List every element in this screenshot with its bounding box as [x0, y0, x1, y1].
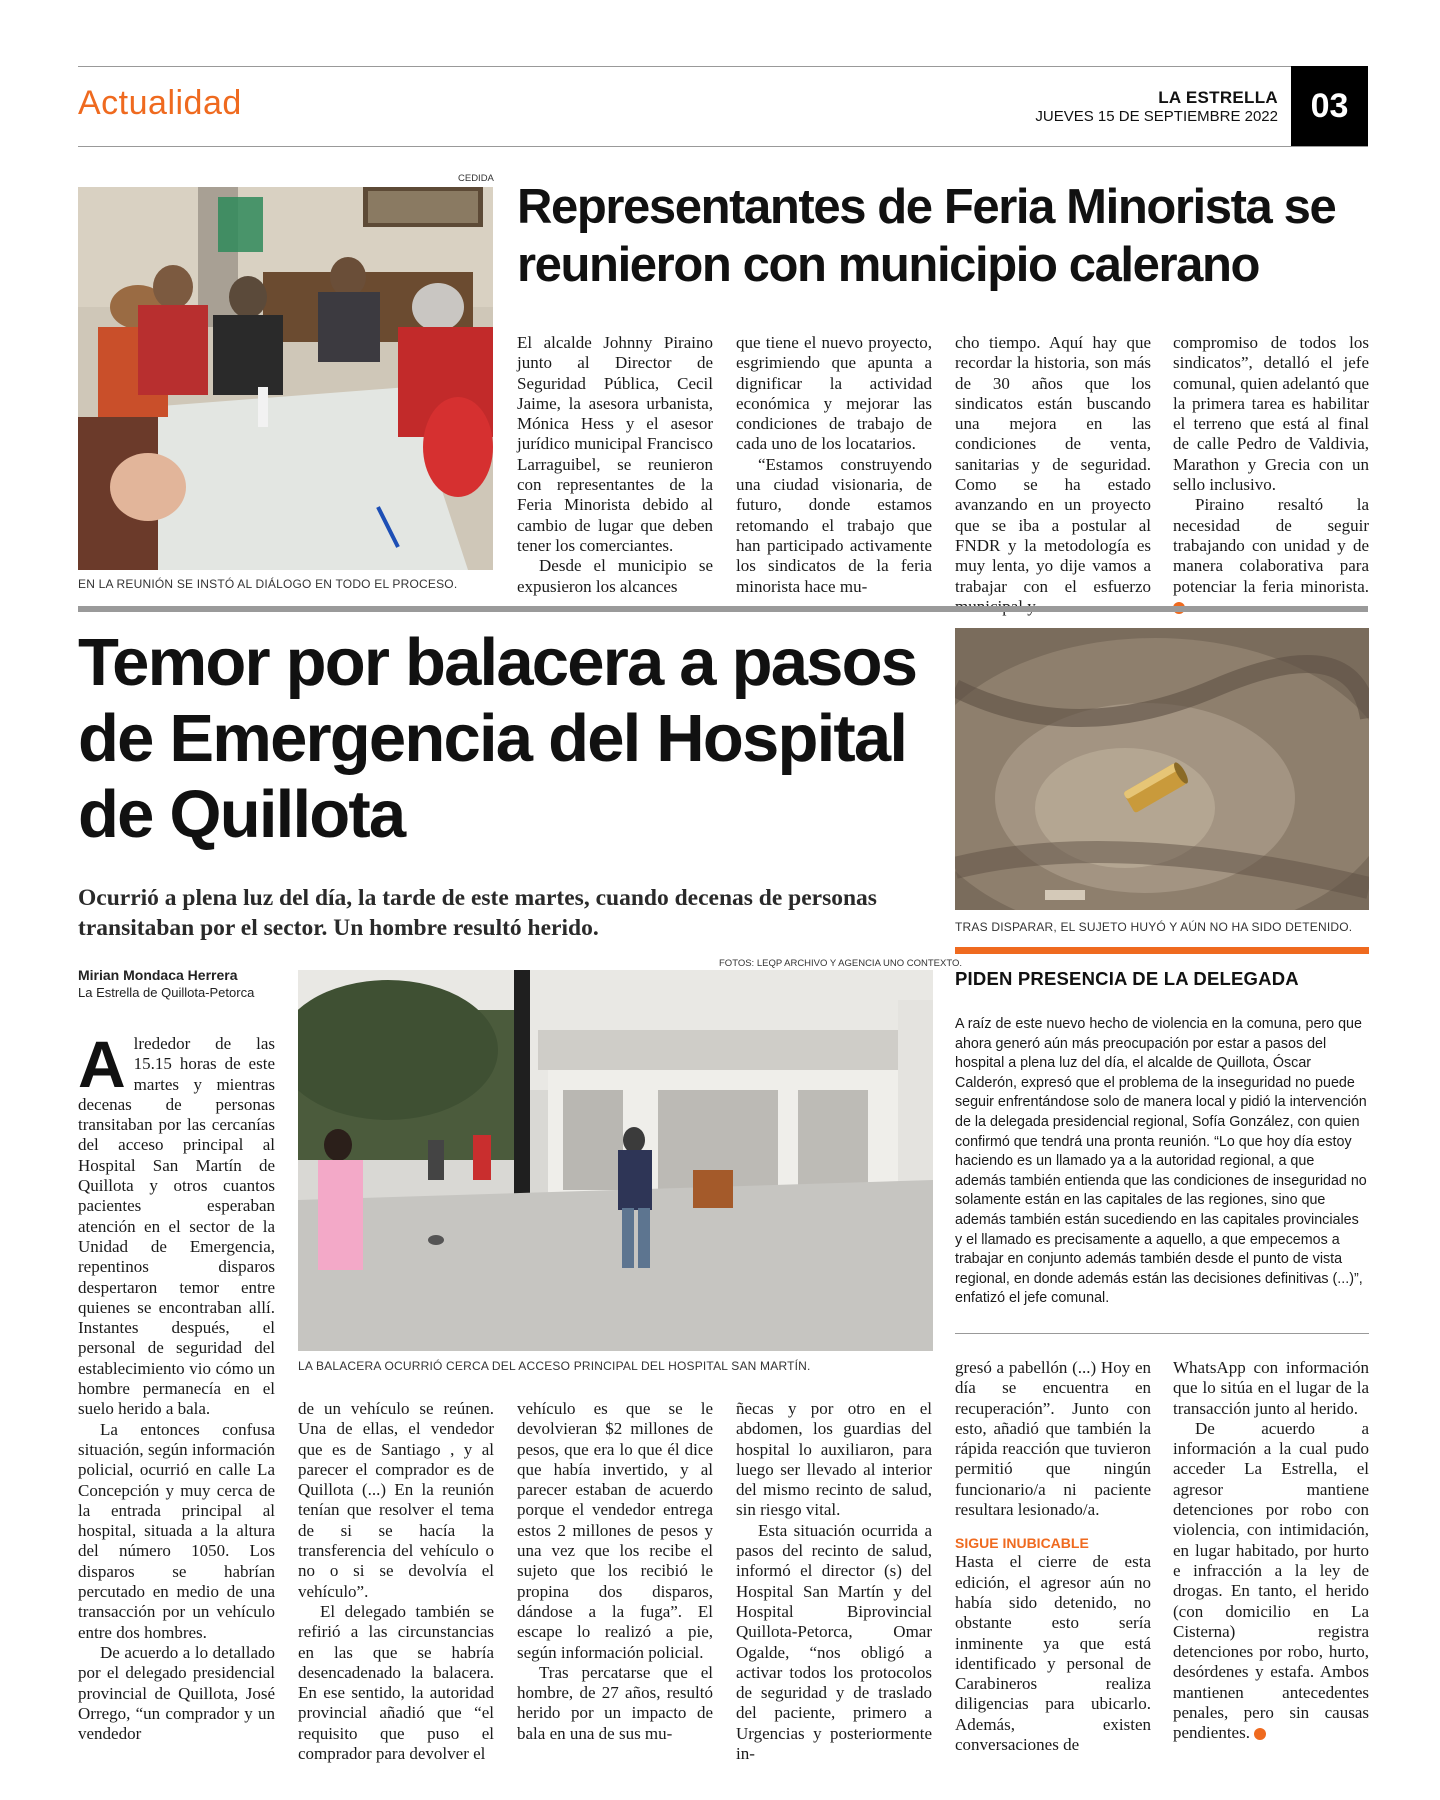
story2-column-3 — [517, 1399, 713, 1744]
story1-c4-p1: compromiso de todos los sindicatos”, detalló el jefe comunal, quien adelantó que la primera tarea es habilitar el terreno que está al final de calle Pedro de Valdivia, Marathon y Grecia con un sello inclusivo. — [1173, 333, 1369, 495]
story2-c6-p1: WhatsApp con información que lo sitúa en el lugar de la transacción junto al herido. — [1173, 1358, 1369, 1418]
newspaper-name: LA ESTRELLA — [1158, 88, 1278, 107]
story2-c3-p1: vehículo es que se le devolvieran $2 millones de pesos, que era lo que él dice que había invertido, y al parecer estaban de acuerdo porque el vendedor entrega estos 2 millones de pesos y una vez que los recibe el sujeto que los recibió le propina dos disparos, dándose a la fuga”. El escape lo realizó a pie, según información policial. — [517, 1399, 713, 1662]
story2-lead-paragraph — [78, 1027, 275, 1420]
hospital-entrance-photo — [298, 970, 933, 1351]
meeting-photo — [78, 187, 493, 570]
story1-c4-p2 — [1173, 495, 1369, 617]
section-label: Actualidad — [78, 84, 242, 122]
author-organization: La Estrella de Quillota-Petorca — [78, 985, 255, 1000]
drop-cap: A — [78, 1027, 126, 1101]
top-rule — [78, 66, 1368, 67]
story2-column-1 — [78, 1027, 275, 1744]
story1-c2-p1: que tiene el nuevo proyecto, esgrimiendo que apunta a dignificar la actividad económica y mejorar las condiciones de trabajo de cada uno de los locatarios. — [736, 333, 932, 454]
photo-credit: CEDIDA — [458, 173, 494, 184]
header-bottom-rule — [78, 146, 1368, 147]
story2-lead-text: lrededor de las 15.15 horas de este martes y mientras decenas de personas transitaban por las cercanías del acceso principal al Hospital San Martín de Quillota y otros cuantos pacientes esperaban atención en el sector de la Unidad de Emergencia, repentinos disparos despertaron temor entre quienes se encontraban allí. Instantes después, el personal de seguridad del establecimiento vio cómo un hombre permanecía en el suelo herido a bala. — [78, 1034, 275, 1419]
bullet-photo-caption: TRAS DISPARAR, EL SUJETO HUYÓ Y AÚN NO HA SIDO DETENIDO. — [955, 920, 1353, 934]
story2-column-4 — [736, 1399, 932, 1764]
sidebar-bottom-rule — [955, 1333, 1369, 1334]
story1-column-4 — [1173, 333, 1369, 617]
bullet-casing-photo — [955, 628, 1369, 910]
meeting-photo-caption: EN LA REUNIÓN SE INSTÓ AL DIÁLOGO EN TODO EL PROCESO. — [78, 577, 458, 591]
hospital-entrance-illustration — [298, 970, 933, 1351]
author-name: Mirian Mondaca Herrera — [78, 967, 238, 983]
bullet-casing-illustration — [955, 628, 1369, 910]
meeting-photo-illustration — [78, 187, 493, 570]
subhead-sigue-inubicable: SIGUE INUBICABLE — [955, 1535, 1089, 1552]
story2-c2-p1: de un vehículo se reúnen. Una de ellas, el vendedor que es de Santiago , y al parecer el comprador es de Quillota (...) En la reunión tenían que resolver el tema de si se hacía la transferencia del vehículo o no o si se devolvía el vehículo”. — [298, 1399, 494, 1601]
sidebar-accent-bar — [955, 947, 1369, 954]
issue-date: JUEVES 15 DE SEPTIEMBRE 2022 — [1035, 108, 1278, 125]
story2-column-6 — [1173, 1358, 1369, 1744]
story2-c4-p2: Esta situación ocurrida a pasos del recinto de salud, informó el director (s) del Hospital San Martín y del Hospital Biprovincial Quillota-Petorca, Omar Ogalde, “nos obligó a activar todos los protocolos de seguridad y de traslado del paciente, primero a Urgencias y posteriormente in- — [736, 1520, 932, 1764]
main-photo-caption: LA BALACERA OCURRIÓ CERCA DEL ACCESO PRINCIPAL DEL HOSPITAL SAN MARTÍN. — [298, 1359, 811, 1373]
story1-column-2 — [736, 333, 932, 597]
story2-c5-p1: gresó a pabellón (...) Hoy en día se encuentra en recuperación”. Junto con esto, añadió que también la rápida reacción que tuvieron permitió que ningún funcionario/a ni paciente resultara lesionado/a. — [955, 1358, 1151, 1520]
sidebar-body: A raíz de este nuevo hecho de violencia en la comuna, pero que ahora generó aún más preocupación por estar a pasos del hospital a plena luz del día, el alcalde de Quillota, Óscar Calderón, expresó que el problema de la inseguridad no puede seguir enfrentándose solo de manera local y pidió la intervención de la delegada presidencial regional, Sofía González, con quien confirmó que tendrá una pronta reunión. “Lo que hoy día estoy haciendo es un llamado ya a la autoridad regional, a que además también entienda que las condiciones de inseguridad no solamente están en las capitales de las regiones, sino que además también están sucediendo en las capitales provinciales y el llamado es precisamente a aquello, a que empecemos a trabajar en conjunto además también desde el punto de vista regional, en donde además están las decisiones definitivas (...)”, enfatizó el jefe comunal. — [955, 1016, 1367, 1307]
story2-c5-p2: Hasta el cierre de esta edición, el agresor aún no había sido detenido, no obstante esto sería inminente ya que está identificado y personal de Carabineros realiza diligencias para ubicarlo. Además, existen conversaciones de — [955, 1552, 1151, 1755]
story1-column-3 — [955, 333, 1151, 617]
story2-c6-p2-text: De acuerdo a información a la cual pudo acceder La Estrella, el agresor mantiene detenciones por robo con violencia, con intimidación, en lugar habitado, por hurto e infracción a la ley de drogas. En tanto, el herido (con domicilio en La Cisterna) registra detenciones por robo, hurto, desórdenes y estafa. Ambos mantienen antecedentes penales, pero sin causas pendientes. — [1173, 1418, 1369, 1743]
story2-c6-p2 — [1173, 1419, 1369, 1744]
section-divider — [78, 606, 1368, 612]
story1-c2-p2: “Estamos construyendo una ciudad visionaria, de futuro, donde estamos retomando el trabajo que han participado activamente los sindicatos de la feria minorista hace mu- — [736, 454, 932, 596]
sidebar-title: PIDEN PRESENCIA DE LA DELEGADA — [955, 968, 1299, 989]
end-mark-icon: ✚ — [1254, 1728, 1266, 1740]
story2-c3-p2: Tras percatarse que el hombre, de 27 años, resultó herido por un impacto de bala en una de sus mu- — [517, 1662, 713, 1743]
story1-c1-p1: El alcalde Johnny Piraino junto al Director de Seguridad Pública, Cecil Jaime, la asesora urbanista, Mónica Hess y el asesor jurídico municipal Francisco Larraguibel, se reunieron con representantes de la Feria Minorista debido al cambio de lugar que deben tener los comerciantes. — [517, 333, 713, 555]
story1-c3-p1: cho tiempo. Aquí hay que recordar la historia, son más de 30 años que los sindicatos están buscando una mejora en las condiciones de venta, sanitarias y de seguridad. Como se ha estado avanzando en un proyecto que se iba a postular al FNDR y la metodología es muy lenta, yo dije vamos a trabajar con el esfuerzo — [955, 333, 1151, 596]
story2-c4-p1: ñecas y por otro en el abdomen, los guardias del hospital lo auxiliaron, para luego ser llevado al interior del mismo recinto de salud, sin riesgo vital. — [736, 1399, 932, 1520]
story2-c1-p2: La entonces confusa situación, según información policial, ocurrió en calle La Concepción y muy cerca de la entrada principal al hospital, situada a la altura del número 1050. Los disparos se habrían percutado en medio de una transacción por un vehículo entre dos hombres. — [78, 1419, 275, 1642]
page-number: 03 — [1291, 66, 1368, 146]
main-photo-credit: FOTOS: LEQP ARCHIVO Y AGENCIA UNO CONTEXTO. — [719, 958, 963, 969]
story1-column-1 — [517, 333, 713, 597]
story1-c1-p2: Desde el municipio se expusieron los alcances — [517, 556, 713, 596]
story2-c1-p3: De acuerdo a lo detallado por el delegado presidencial provincial de Quillota, José Orrego, “un comprador y un vendedor — [78, 1642, 275, 1744]
story2-c2-p2: El delegado también se refirió a las circunstancias en las que se habría desencadenado la balacera. En ese sentido, la autoridad provincial añadió que “el requisito que puso el comprador para devolver el — [298, 1601, 494, 1764]
story2-column-5 — [955, 1358, 1151, 1755]
story1-c4-p2-text: Piraino resaltó la necesidad de seguir trabajando con unidad y de manera colaborativa para potenciar la feria minorista. — [1173, 495, 1369, 596]
story2-deck: Ocurrió a plena luz del día, la tarde de este martes, cuando decenas de personas transitaban por el sector. Un hombre resultó herido. — [78, 885, 877, 941]
story2-headline: Temor por balacera a pasos de Emergencia del Hospital de Quillota — [78, 625, 917, 852]
story2-column-2 — [298, 1399, 494, 1764]
story1-headline: Representantes de Feria Minorista se reunieron con municipio calerano — [517, 180, 1336, 292]
